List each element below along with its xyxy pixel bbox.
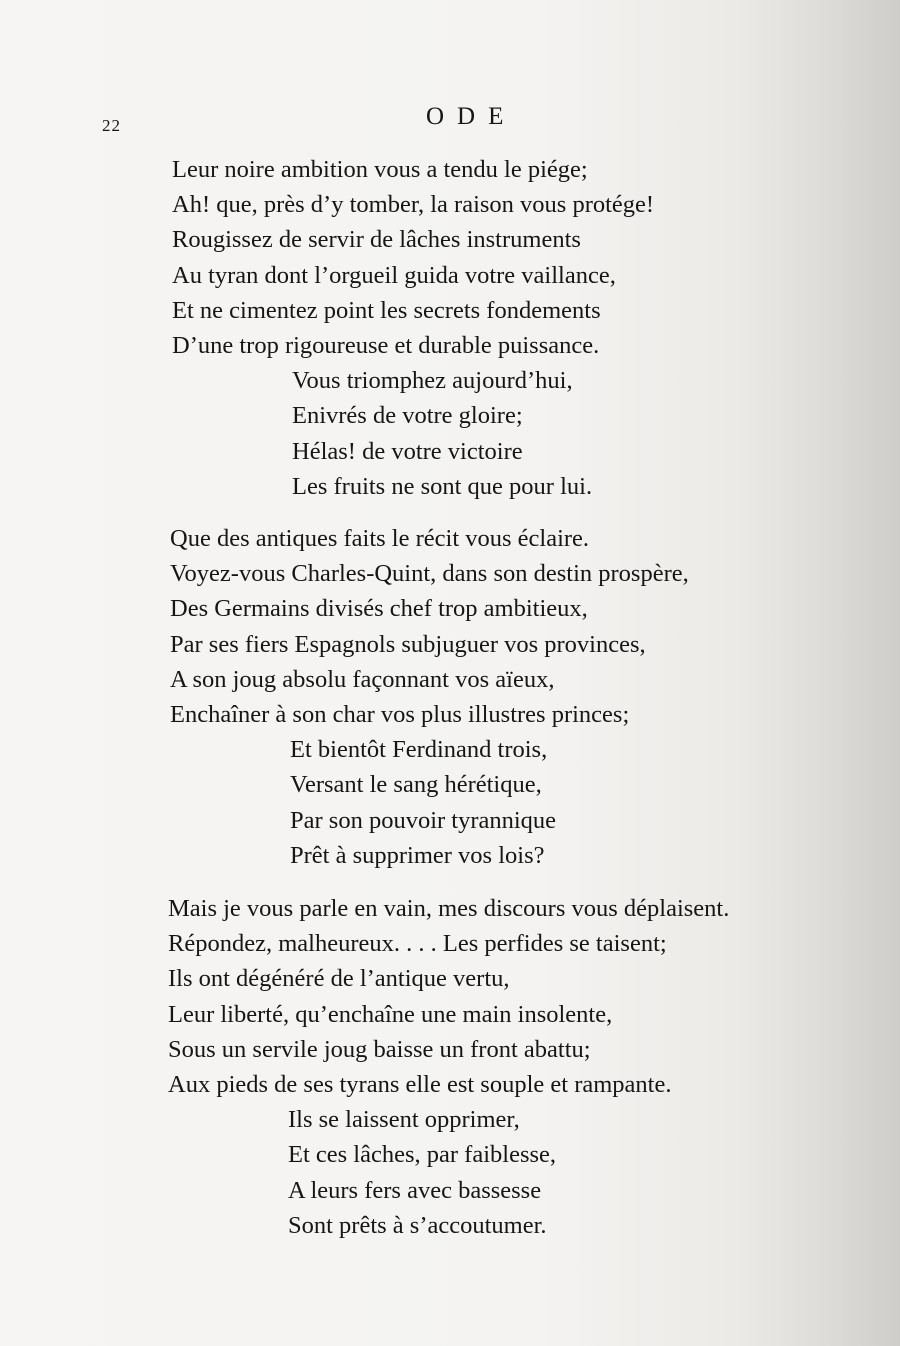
verse-line: A son joug absolu façonnant vos aïeux, [170, 665, 555, 693]
verse-line: Répondez, malheureux. . . . Les perfides se taisent; [168, 930, 667, 958]
stanza-2 [170, 521, 689, 873]
indented-verse-line: Et ces lâches, par faiblesse, [288, 1141, 557, 1169]
indented-verse-line: Hélas! de votre victoire [292, 437, 523, 465]
verse-line: Enchaîner à son char vos plus illustres princes; [170, 701, 630, 729]
verse-line: D’une trop rigoureuse et durable puissance. [172, 332, 600, 360]
indented-verse-line: Et bientôt Ferdinand trois, [290, 736, 548, 764]
verse-line: Ils ont dégénéré de l’antique vertu, [168, 965, 510, 993]
verse-line: Au tyran dont l’orgueil guida votre vaillance, [172, 261, 616, 289]
indented-verse-line: Enivrés de votre gloire; [292, 402, 523, 430]
verse-line: Par ses fiers Espagnols subjuguer vos provinces, [170, 630, 646, 658]
verse-line: Que des antiques faits le récit vous éclaire. [170, 525, 590, 552]
indented-verse-line: Par son pouvoir tyrannique [290, 806, 557, 834]
indented-verse-line: Versant le sang hérétique, [290, 771, 542, 799]
verse-line: Leur liberté, qu’enchaîne une main insolente, [168, 1000, 613, 1028]
verse-line: Des Germains divisés chef trop ambitieux, [170, 595, 588, 623]
indented-verse-line: A leurs fers avec bassesse [288, 1176, 542, 1204]
stanza-1 [172, 152, 654, 504]
verse-line: Voyez-vous Charles-Quint, dans son destin prospère, [170, 560, 689, 588]
page-number: 22 [102, 116, 121, 135]
verse-line: Aux pieds de ses tyrans elle est souple et rampante. [168, 1071, 672, 1099]
stanza-3 [168, 891, 729, 1243]
indented-verse-line: Vous triomphez aujourd’hui, [292, 367, 573, 395]
indented-verse-line: Les fruits ne sont que pour lui. [292, 472, 593, 500]
running-title: ODE [426, 103, 517, 130]
verse-line: Rougissez de servir de lâches instruments [172, 226, 581, 254]
verse-line: Mais je vous parle en vain, mes discours vous déplaisent. [168, 895, 730, 922]
indented-verse-line: Ils se laissent opprimer, [288, 1106, 520, 1134]
indented-verse-line: Prêt à supprimer vos lois? [290, 841, 545, 869]
verse-line: Leur noire ambition vous a tendu le piége; [172, 156, 588, 183]
verse-line: Sous un servile joug baisse un front abattu; [168, 1035, 591, 1063]
indented-verse-line: Sont prêts à s’accoutumer. [288, 1211, 547, 1239]
verse-line: Ah! que, près d’y tomber, la raison vous protége! [172, 191, 655, 219]
verse-line: Et ne cimentez point les secrets fondements [172, 296, 601, 324]
